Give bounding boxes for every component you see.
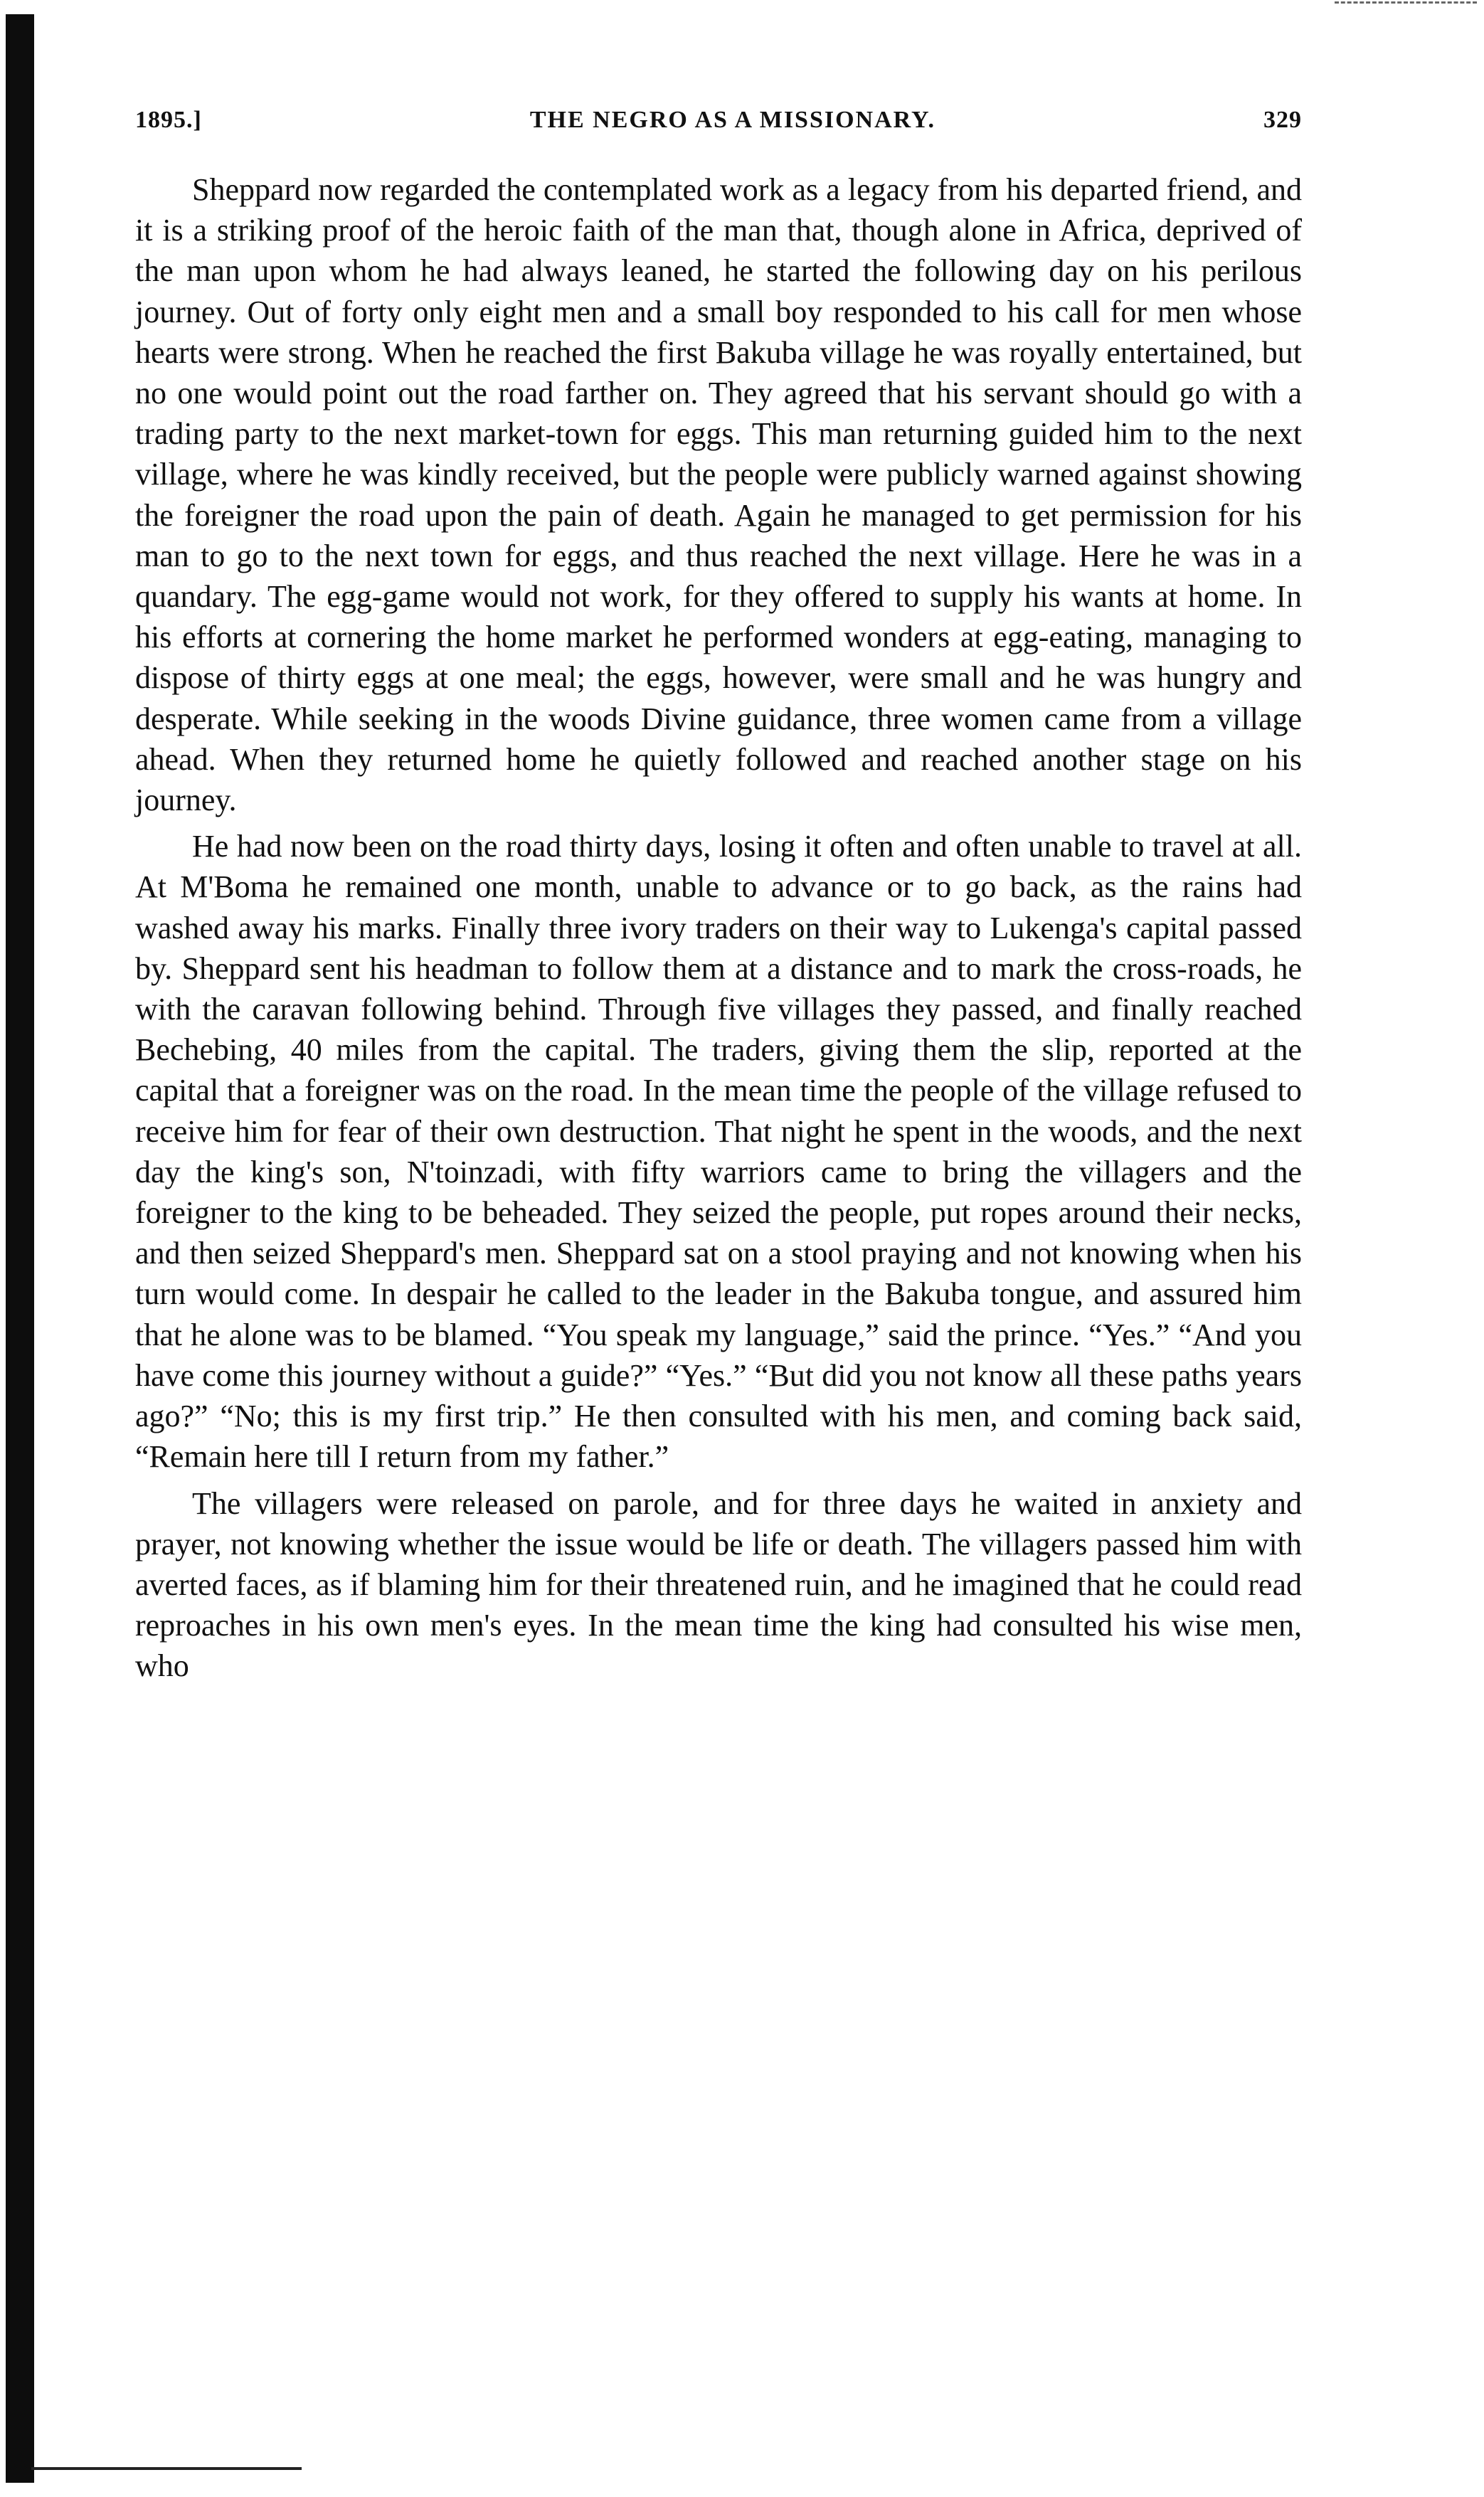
scan-edge-mark: [1335, 1, 1477, 6]
book-spine-shadow: [6, 14, 34, 2483]
header-title: THE NEGRO AS A MISSIONARY.: [529, 107, 936, 133]
running-head: [135, 107, 1302, 134]
paragraph-3: The villagers were released on parole, and for three days he waited in anxiety and prayer, not knowing whether the issue would be life or death. The villagers passed him with averted faces, as if blaming him for their threatened ruin, and he imagined that he could read reproaches in his own men's eyes. In the mean time the king had consulted his wise men, who: [135, 1485, 1302, 1684]
header-year: 1895.]: [135, 107, 202, 133]
paragraph-1: Sheppard now regarded the contemplated work as a legacy from his departed friend, and it is a striking proof of the heroic faith of the man that, though alone in Africa, deprived of the man upon whom he had always leaned, he started the following day on his perilous journey. Out of forty only eight men and a small boy responded to his call for men whose hearts were strong. When he reached the first Bakuba village he was royally entertained, but no one would point out the road farther on. They agreed that his servant should go with a trading party to the next market-town for eggs. This man returning guided him to the next village, where he was kindly received, but the people were publicly warned against showing the foreigner the road upon the pain of death. Again he managed to get permission for his man to go to the next town for eggs, and thus reached the next village. Here he was in a quandary. The egg-game would not work, for they offered to supply his wants at home. In his efforts at cornering the home market he performed wonders at egg-eating, managing to dispose of thirty eggs at one meal; the eggs, however, were small and he was hungry and desperate. While seeking in the woods Divine guidance, three women came from a village ahead. When they returned home he quietly followed and reached another stage on his journey.: [135, 172, 1302, 818]
page-number: 329: [1263, 107, 1302, 133]
page-content: [135, 107, 1302, 1687]
paragraph-2: He had now been on the road thirty days, losing it often and often unable to travel at all. At M'Boma he remained one month, unable to advance or to go back, as the rains had washed away his marks. Finally three ivory traders on their way to Lukenga's capital passed by. Sheppard sent his headman to follow them at a distance and to mark the cross-roads, he with the caravan following behind. Through five villages they passed, and finally reached Bechebing, 40 miles from the capital. The traders, giving them the slip, reported at the capital that a foreigner was on the road. In the mean time the people of the village refused to receive him for fear of their own destruction. That night he spent in the woods, and the next day the king's son, N'toinzadi, with fifty warriors came to bring the villagers and the foreigner to the king to be beheaded. They seized the people, put ropes around their necks, and then seized Sheppard's men. Sheppard sat on a stool praying and not knowing when his turn would come. In despair he called to the leader in the Bakuba tongue, and assured him that he alone was to be blamed. “You speak my language,” said the prince. “Yes.” “And you have come this journey without a guide?” “Yes.” “But did you not know all these paths years ago?” “No; this is my first trip.” He then consulted with his men, and coming back said, “Remain here till I return from my father.”: [135, 829, 1302, 1475]
bottom-rule: [31, 2467, 302, 2470]
